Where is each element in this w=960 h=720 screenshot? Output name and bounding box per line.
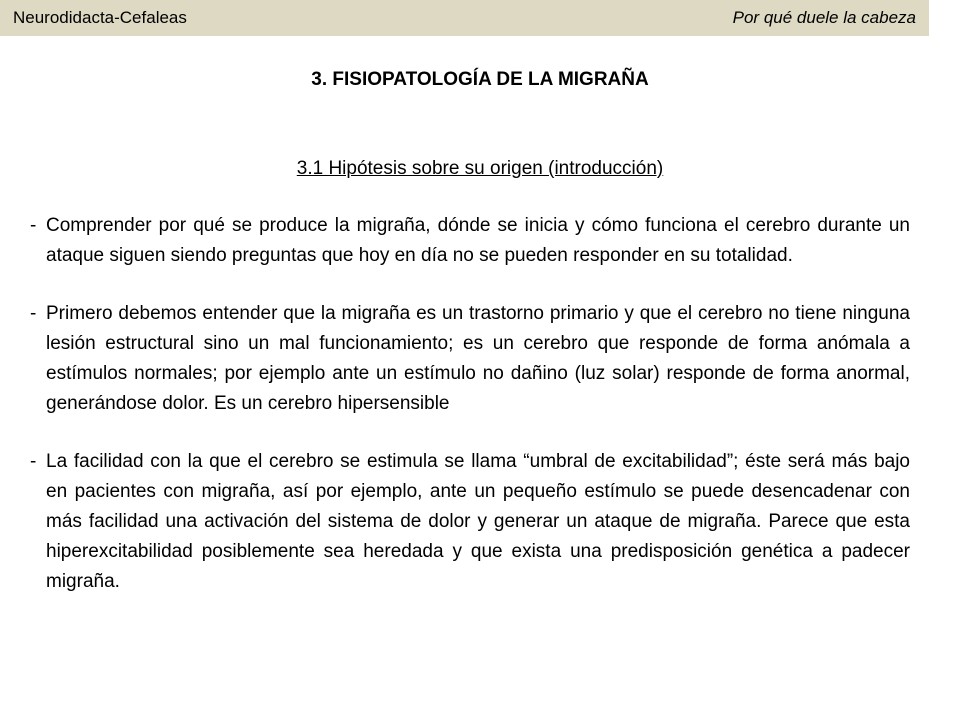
list-item-text: Primero debemos entender que la migraña es un trastorno primario y que el cerebro no tiene ninguna lesión estructural sino un mal funcionamiento; es un cerebro que responde de forma anómala a estímulos normales; por ejemplo ante un estímulo no dañino (luz solar) responde de forma anormal, generándose dolor. Es un cerebro hipersensible bbox=[46, 303, 910, 414]
list-item bbox=[30, 211, 910, 271]
list-item bbox=[30, 447, 910, 597]
header-right-text: Por qué duele la cabeza bbox=[732, 8, 916, 27]
header-bar bbox=[0, 0, 929, 36]
section-subtitle: 3.1 Hipótesis sobre su origen (introducción) bbox=[296, 158, 664, 179]
bullet-dash: - bbox=[30, 303, 37, 324]
bullet-dash: - bbox=[30, 451, 37, 472]
page-title: 3. FISIOPATOLOGÍA DE LA MIGRAÑA bbox=[311, 69, 649, 90]
list-item-text: La facilidad con la que el cerebro se estimula se llama “umbral de excitabilidad”; éste será más bajo en pacientes con migraña, así por ejemplo, ante un pequeño estímulo se puede desencadenar con más facilidad una activación del sistema de dolor y generar un ataque de migraña. Parece que esta hiperexcitabilidad posiblemente sea heredada y que exista una predisposición genética a padecer migraña. bbox=[46, 451, 910, 592]
header-left-text: Neurodidacta-Cefaleas bbox=[13, 8, 187, 27]
bullet-dash: - bbox=[30, 215, 37, 236]
list-item-text: Comprender por qué se produce la migraña, dónde se inicia y cómo funciona el cerebro durante un ataque siguen siendo preguntas que hoy en día no se pueden responder en su totalidad. bbox=[46, 215, 910, 266]
bullet-list bbox=[30, 211, 910, 625]
list-item bbox=[30, 299, 910, 419]
